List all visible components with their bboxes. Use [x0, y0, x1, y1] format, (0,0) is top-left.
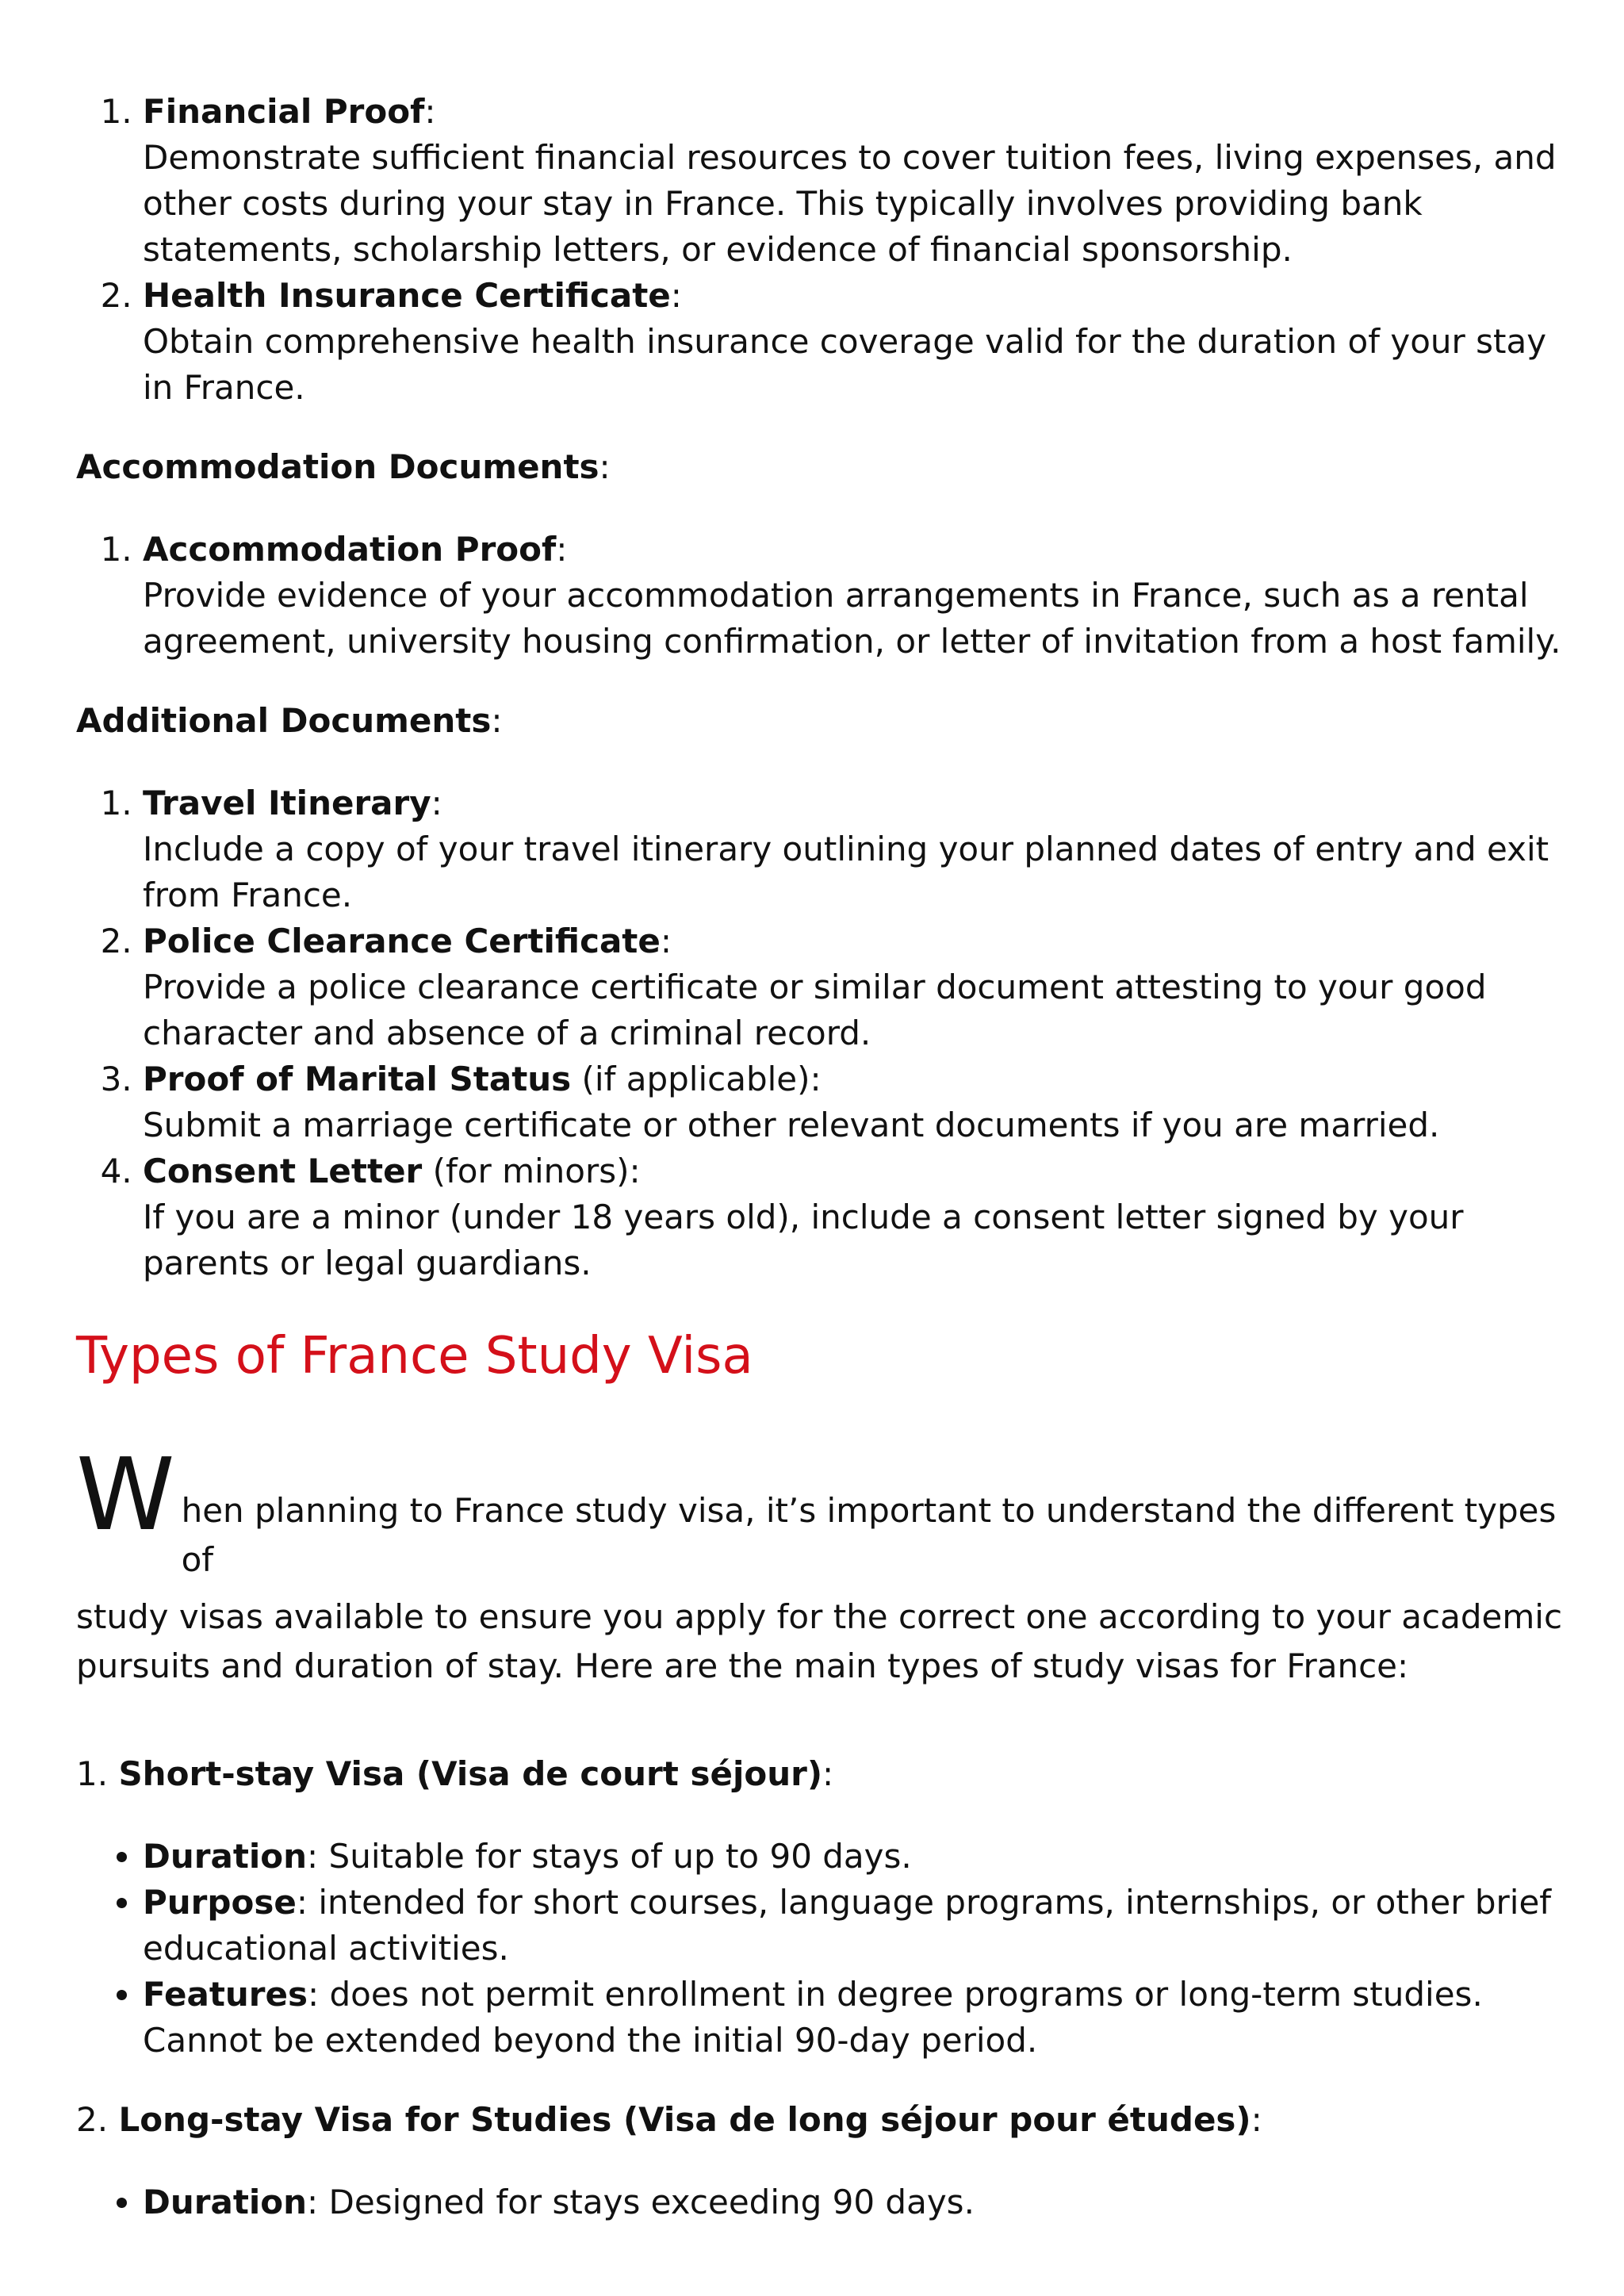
- heading-number: 2.: [76, 2100, 119, 2139]
- item-title: Accommodation Proof: [143, 530, 557, 569]
- item-title: Consent Letter: [143, 1151, 423, 1190]
- intro-first-line: hen planning to France study visa, it’s important to understand the different types of: [181, 1491, 1557, 1580]
- item-suffix: :: [556, 530, 568, 569]
- item-suffix: (for minors):: [422, 1151, 641, 1190]
- bullet-label: Features: [143, 1974, 308, 2014]
- bullet-label: Duration: [143, 1837, 308, 1876]
- additional-list: [76, 780, 1567, 1286]
- item-description: Include a copy of your travel itinerary outlining your planned dates of entry and exit from France.: [143, 829, 1549, 914]
- list-item: [143, 1972, 1567, 2064]
- list-item: [143, 1148, 1567, 1286]
- accommodation-section: [76, 527, 1567, 665]
- bullet-label: Duration: [143, 2183, 308, 2221]
- item-suffix: :: [431, 784, 442, 822]
- short-stay-list: [76, 1834, 1567, 2064]
- long-stay-list: [76, 2179, 1567, 2225]
- item-title: Police Clearance Certificate: [143, 921, 661, 960]
- list-item: [143, 2179, 1567, 2225]
- short-stay-heading: [76, 1751, 1567, 1797]
- heading-text: Accommodation Documents: [76, 447, 599, 486]
- item-title: Health Insurance Certificate: [143, 275, 671, 315]
- heading-text: Short-stay Visa (Visa de court séjour): [118, 1754, 823, 1793]
- list-item: [143, 273, 1567, 411]
- item-description: Submit a marriage certificate or other relevant documents if you are married.: [143, 1105, 1440, 1144]
- drop-cap: W: [76, 1436, 175, 1553]
- heading-text: Long-stay Visa for Studies (Visa de long séjour pour études): [118, 2100, 1251, 2139]
- list-item: [143, 1880, 1567, 1972]
- item-suffix: (if applicable):: [571, 1059, 822, 1098]
- long-stay-section: [76, 2179, 1567, 2225]
- item-title: Travel Itinerary: [143, 784, 431, 822]
- heading-text: Additional Documents: [76, 701, 492, 740]
- heading-suffix: :: [1251, 2100, 1262, 2139]
- section-heading: Types of France Study Visa: [76, 1327, 753, 1386]
- item-description: Provide a police clearance certificate or similar document attesting to your good character and absence of a criminal record.: [143, 967, 1487, 1052]
- bullet-text: : does not permit enrollment in degree programs or long-term studies. Cannot be extended beyond the initial 90-day period.: [143, 1974, 1483, 2060]
- intro-paragraph: [76, 1436, 1567, 1692]
- financial-list: [76, 89, 1567, 411]
- bullet-text: : Designed for stays exceeding 90 days.: [307, 2183, 975, 2221]
- bullet-text: : Suitable for stays of up to 90 days.: [307, 1837, 912, 1876]
- heading-suffix: :: [491, 701, 503, 740]
- financial-section: [76, 89, 1567, 411]
- list-item: [143, 527, 1567, 665]
- item-description: Provide evidence of your accommodation arrangements in France, such as a rental agreement, university housing confirmation, or letter of invitation from a host family.: [143, 575, 1561, 661]
- item-suffix: :: [670, 275, 682, 315]
- accommodation-heading: [76, 444, 1567, 490]
- long-stay-heading: [76, 2097, 1567, 2143]
- list-item: [143, 89, 1567, 273]
- item-title: Financial Proof: [143, 92, 425, 131]
- heading-number: 1.: [76, 1754, 119, 1793]
- intro-body: study visas available to ensure you apply for the correct one according to your academic pursuits and duration of stay. Here are the main types of study visas for France:: [76, 1597, 1563, 1686]
- list-item: [143, 918, 1567, 1056]
- item-description: Obtain comprehensive health insurance coverage valid for the duration of your stay in France.: [143, 321, 1547, 407]
- item-suffix: :: [660, 921, 672, 960]
- list-item: [143, 1834, 1567, 1880]
- heading-suffix: :: [822, 1754, 834, 1793]
- item-title: Proof of Marital Status: [143, 1059, 572, 1098]
- heading-suffix: :: [599, 447, 611, 486]
- short-stay-section: [76, 1834, 1567, 2064]
- accommodation-list: [76, 527, 1567, 665]
- item-description: Demonstrate sufficient financial resources to cover tuition fees, living expenses, and other costs during your stay in France. This typically involves providing bank statements, scholarship letters, or evidence of financial sponsorship.: [143, 137, 1557, 269]
- list-item: [143, 780, 1567, 918]
- bullet-label: Purpose: [143, 1882, 297, 1922]
- additional-heading: [76, 698, 1567, 744]
- bullet-text: : intended for short courses, language programs, internships, or other brief educational activities.: [143, 1882, 1552, 1968]
- item-description: If you are a minor (under 18 years old), include a consent letter signed by your parents or legal guardians.: [143, 1197, 1464, 1282]
- item-suffix: :: [424, 92, 436, 131]
- additional-section: [76, 780, 1567, 1286]
- list-item: [143, 1056, 1567, 1148]
